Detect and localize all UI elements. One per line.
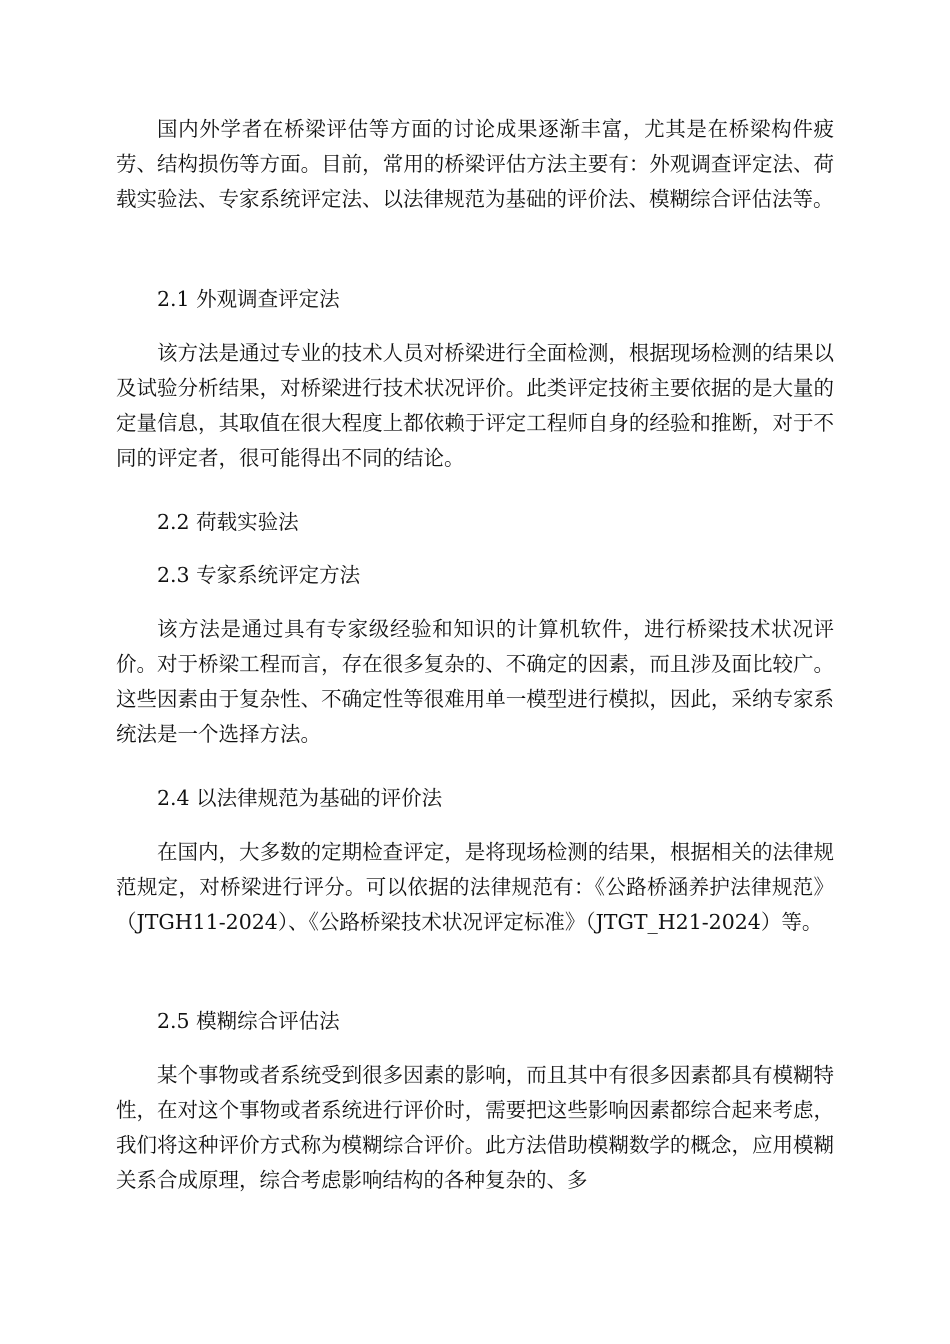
section-body-2-3: 该方法是通过具有专家级经验和知识的计算机软件，进行桥梁技术状况评价。对于桥梁工程而言，存在很多复杂的、不确定的因素，而且涉及面比较广。这些因素由于复杂性、不确定性等很难用单一模型进行模拟，因此，采纳专家系统法是一个选择方法。 — [116, 617, 834, 746]
section-body-2-5: 某个事物或者系统受到很多因素的影响，而且其中有很多因素都具有模糊特性，在对这个事物或者系统进行评价时，需要把这些影响因素都综合起来考虑，我们将这种评价方式称为模糊综合评价。此方法借助模糊数学的概念，应用模糊关系合成原理，综合考虑影响结构的各种复杂的、多 — [116, 1063, 834, 1192]
section-heading-2-5: 2.5 模糊综合评估法 — [157, 1009, 340, 1033]
section-body-2-1: 该方法是通过专业的技术人员对桥梁进行全面检测，根据现场检测的结果以及试验分析结果，对桥梁进行技术状况评价。此类评定技術主要依据的是大量的定量信息，其取值在很大程度上都依赖于评定工程师自身的经验和推断，对于不同的评定者，很可能得出不同的结论。 — [116, 341, 834, 470]
section-heading-2-4: 2.4 以法律规范为基础的评价法 — [157, 786, 443, 810]
section-heading-2-2: 2.2 荷载实验法 — [157, 510, 299, 534]
intro-paragraph: 国内外学者在桥梁评估等方面的讨论成果逐渐丰富，尤其是在桥梁构件疲劳、结构损伤等方面。目前，常用的桥梁评估方法主要有：外观调查评定法、荷载实验法、专家系统评定法、以法律规范为基础的评价法、模糊综合评估法等。 — [116, 117, 834, 211]
section-body-2-4: 在国内，大多数的定期检查评定，是将现场检测的结果，根据相关的法律规范规定，对桥梁进行评分。可以依据的法律规范有：《公路桥涵养护法律规范》（JTGH11-2024）、《公路桥梁技术状况评定标准》（JTGT_H21-2024）等。 — [116, 840, 834, 934]
section-heading-2-1: 2.1 外观调查评定法 — [157, 287, 340, 311]
section-heading-2-3: 2.3 专家系统评定方法 — [157, 563, 361, 587]
